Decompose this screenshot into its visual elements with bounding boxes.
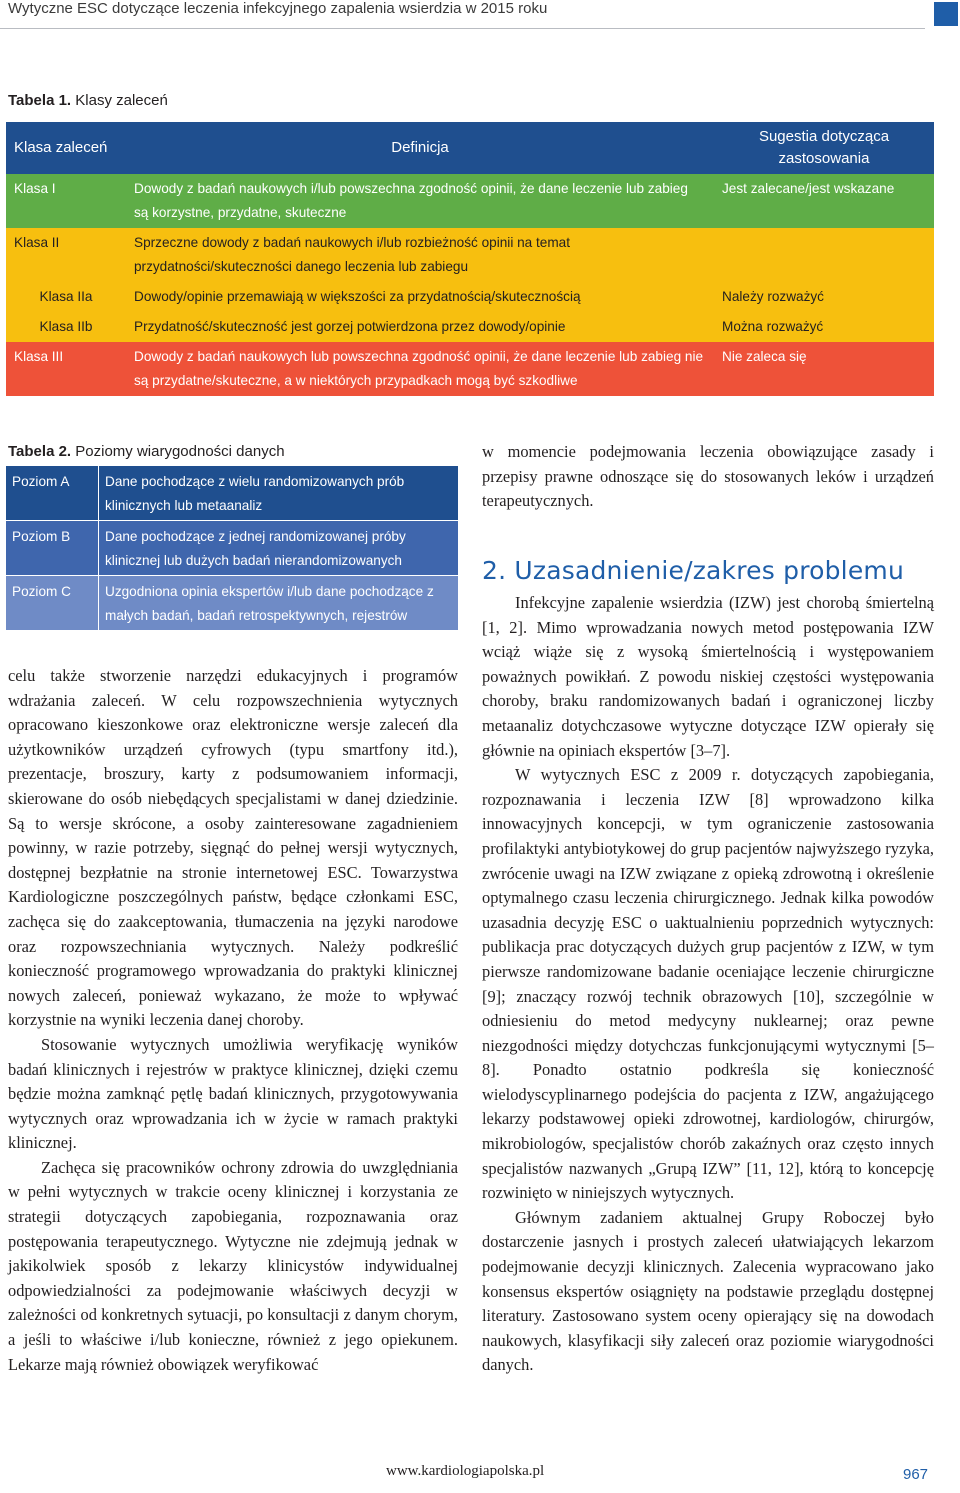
table-row xyxy=(6,342,934,396)
left-column xyxy=(8,664,458,1377)
header-class: Klasa zaleceń xyxy=(6,122,126,174)
suggestion-cell: Można rozważyć xyxy=(714,312,934,342)
level-description: Dane pochodzące z wielu randomizowanych prób klinicznych lub metaanaliz xyxy=(99,466,459,521)
suggestion-cell xyxy=(714,228,934,282)
right-column-intro xyxy=(482,440,934,514)
level-cell: Poziom B xyxy=(6,521,99,576)
suggestion-cell: Należy rozważyć xyxy=(714,282,934,312)
body-paragraph: Infekcyjne zapalenie wsierdzia (IZW) jest chorobą śmiertelną [1, 2]. Mimo wprowadzania nowych metod postępowania IZW wciąż wiąże się z wysoką śmiertelnością i występowaniem poważnych powikłań. Z powodu niskiej częstości występowania choroby, braku randomizowanych badań i ograniczonej liczby metaanaliz dotychczasowe wytyczne dotyczące IZW opierały się głównie na opiniach ekspertów [3–7]. xyxy=(482,593,934,760)
definition-cell: Przydatność/skuteczność jest gorzej potwierdzona przez dowody/opinie xyxy=(126,312,714,342)
table-row xyxy=(6,282,934,312)
level-description: Dane pochodzące z jednej randomizowanej próby klinicznej lub dużych badań nierandomizowanych xyxy=(99,521,459,576)
body-paragraph: W wytycznych ESC z 2009 r. dotyczących zapobiegania, rozpoznawania i leczenia IZW [8] wprowadzono kilka innowacyjnych koncepcji, w tym ograniczenie zastosowania profilaktyki antybiotykowej do grup pacjentów najwyższego ryzyka, zwrócenie uwagi na IZW związane z opieką zdrowotną i określenie optymalnego czasu leczenia chirurgicznego. Jednak kilka powodów uzasadnia decyzję ESC o uaktualnieniu poprzednich wytycznych: publikacja prac dotyczących dużych grup pacjentów z IZW, w tym pierwsze randomizowane badanie oceniające leczenie chirurgiczne [9]; znaczący rozwój technik obrazowych [10], szczególnie w odniesieniu do metod medycyny nuklearnej; oraz pewne niezgodności między dotychczas funkcjonującymi wytycznymi [5–8]. Ponadto ostatnio podkreśla się konieczność wielodyscyplinarnego podejścia do pacjenta z IZW, angażującego lekarzy podstawowej opieki zdrowotnej, kardiologów, chirurgów, mikrobiologów, specjalistów chorób zakaźnych oraz często innych specjalistów nazwanych „Grupą IZW” [11, 12], którą to koncepcję rozwinięto w niniejszych wytycznych. xyxy=(482,765,934,1203)
body-paragraph: w momencie podejmowania leczenia obowiązujące zasady i przepisy prawne odnoszące się do stosowanych leków i urządzeń terapeutycznych. xyxy=(482,442,934,511)
class-cell: Klasa I xyxy=(6,174,126,228)
suggestion-cell: Jest zalecane/jest wskazane xyxy=(714,174,934,228)
class-cell: Klasa III xyxy=(6,342,126,396)
level-description: Uzgodniona opinia ekspertów i/lub dane pochodzące z małych badań, badań retrospektywnych, rejestrów xyxy=(99,576,459,631)
header-rule xyxy=(0,28,925,29)
class-cell: Klasa IIb xyxy=(6,312,126,342)
level-cell: Poziom A xyxy=(6,466,99,521)
class-cell: Klasa IIa xyxy=(6,282,126,312)
table-row xyxy=(6,466,458,521)
table-row xyxy=(6,174,934,228)
table1-label: Tabela 1. xyxy=(8,92,72,109)
header-definition: Definicja xyxy=(126,122,714,174)
level-cell: Poziom C xyxy=(6,576,99,631)
body-paragraph: Zachęca się pracowników ochrony zdrowia do uwzględniania w pełni wytycznych w trakcie oceny klinicznej i korzystania ze strategii dotyczących zapobiegania, rozpoznawania oraz postępowania terapeutycznego. Wytyczne nie zdejmują jednak w jakikolwiek sposób z lekarzy klinicystów indywidualnej odpowiedzialności za podejmowanie właściwych decyzji w zależności od konkretnych sytuacji, po konsultacji z danym chorym, a jeśli to właściwe i/lub konieczne, również z jego opiekunem. Lekarze mają również obowiązek weryfikować xyxy=(8,1157,458,1374)
table1-caption xyxy=(8,92,168,109)
definition-cell: Dowody z badań naukowych i/lub powszechna zgodność opinii, że dane leczenie lub zabieg są korzystne, przydatne, skuteczne xyxy=(126,174,714,228)
journal-url: www.kardiologiapolska.pl xyxy=(386,1463,545,1479)
table2-caption xyxy=(8,443,285,460)
definition-cell: Dowody z badań naukowych lub powszechna zgodność opinii, że dane leczenie lub zabieg nie są przydatne/skuteczne, a w niektórych przypadkach mogą być szkodliwe xyxy=(126,342,714,396)
right-column xyxy=(482,591,934,1378)
body-paragraph: Głównym zadaniem aktualnej Grupy Roboczej było dostarczenie jasnych i prostych zaleceń ułatwiających lekarzom podejmowanie decyzji klinicznych. Zalecenia wypracowano jako konsensus ekspertów osiągnięty na podstawie przeglądu dostępnej literatury. Zastosowano system oceny opierający się na dowodach naukowych, klasyfikacji siły zaleceń oraz poziomie wiarygodności danych. xyxy=(482,1207,934,1375)
table-row xyxy=(6,228,934,282)
table2-caption-text: Poziomy wiarygodności danych xyxy=(75,443,285,460)
class-cell: Klasa II xyxy=(6,228,126,282)
section-title: 2. Uzasadnienie/zakres problemu xyxy=(482,556,905,585)
page-number: 967 xyxy=(903,1466,929,1483)
table1-caption-text: Klasy zaleceń xyxy=(75,92,168,109)
body-paragraph: Stosowanie wytycznych umożliwia weryfikację wyników badań klinicznych i rejestrów w praktyce klinicznej, dzięki czemu będzie można zamknąć pętlę badań klinicznych, przygotowywania wytycznych oraz wprowadzania ich w życie w ramach praktyki klinicznej. xyxy=(8,1034,458,1153)
table-row xyxy=(6,576,458,631)
table-row xyxy=(6,521,458,576)
suggestion-cell: Nie zaleca się xyxy=(714,342,934,396)
running-title: Wytyczne ESC dotyczące leczenia infekcyjnego zapalenia wsierdzia w 2015 roku xyxy=(8,0,548,17)
header-suggestion: Sugestia dotycząca zastosowania xyxy=(714,122,934,174)
definition-cell: Sprzeczne dowody z badań naukowych i/lub rozbieżność opinii na temat przydatności/skuteczności danego leczenia lub zabiegu xyxy=(126,228,714,282)
corner-marker xyxy=(934,2,958,26)
body-paragraph: celu także stworzenie narzędzi edukacyjnych i programów wdrażania zaleceń. W celu rozpowszechnienia wytycznych opracowano kieszonkowe oraz elektroniczne wersje zaleceń dla użytkowników urządzeń cyfrowych (typu smartfony itd.), prezentacje, broszury, karty z podsumowaniem informacji, skierowane do osób niebędących specjalistami w danej dziedzinie. Są to wersje skrócone, a osoby zainteresowane zagadnieniem powinny, w razie potrzeby, sięgnąć do pełnej wersji wytycznych, dostępnej bezpłatnie na stronie internetowej ESC. Towarzystwa Kardiologiczne poszczególnych państw, będące członkami ESC, zachęca się do zaakceptowania, tłumaczenia na języki narodowe oraz rozpowszechniania wytycznych. Należy podkreślić konieczność programowego wprowadzania do praktyki klinicznej nowych zaleceń, ponieważ wykazano, że może to wpływać korzystnie na wyniki leczenia danej choroby. xyxy=(8,666,458,1030)
table-row xyxy=(6,312,934,342)
table2-label: Tabela 2. xyxy=(8,443,72,460)
recommendation-classes-table xyxy=(6,122,934,396)
evidence-levels-table xyxy=(6,466,458,630)
definition-cell: Dowody/opinie przemawiają w większości za przydatnością/skutecznością xyxy=(126,282,714,312)
